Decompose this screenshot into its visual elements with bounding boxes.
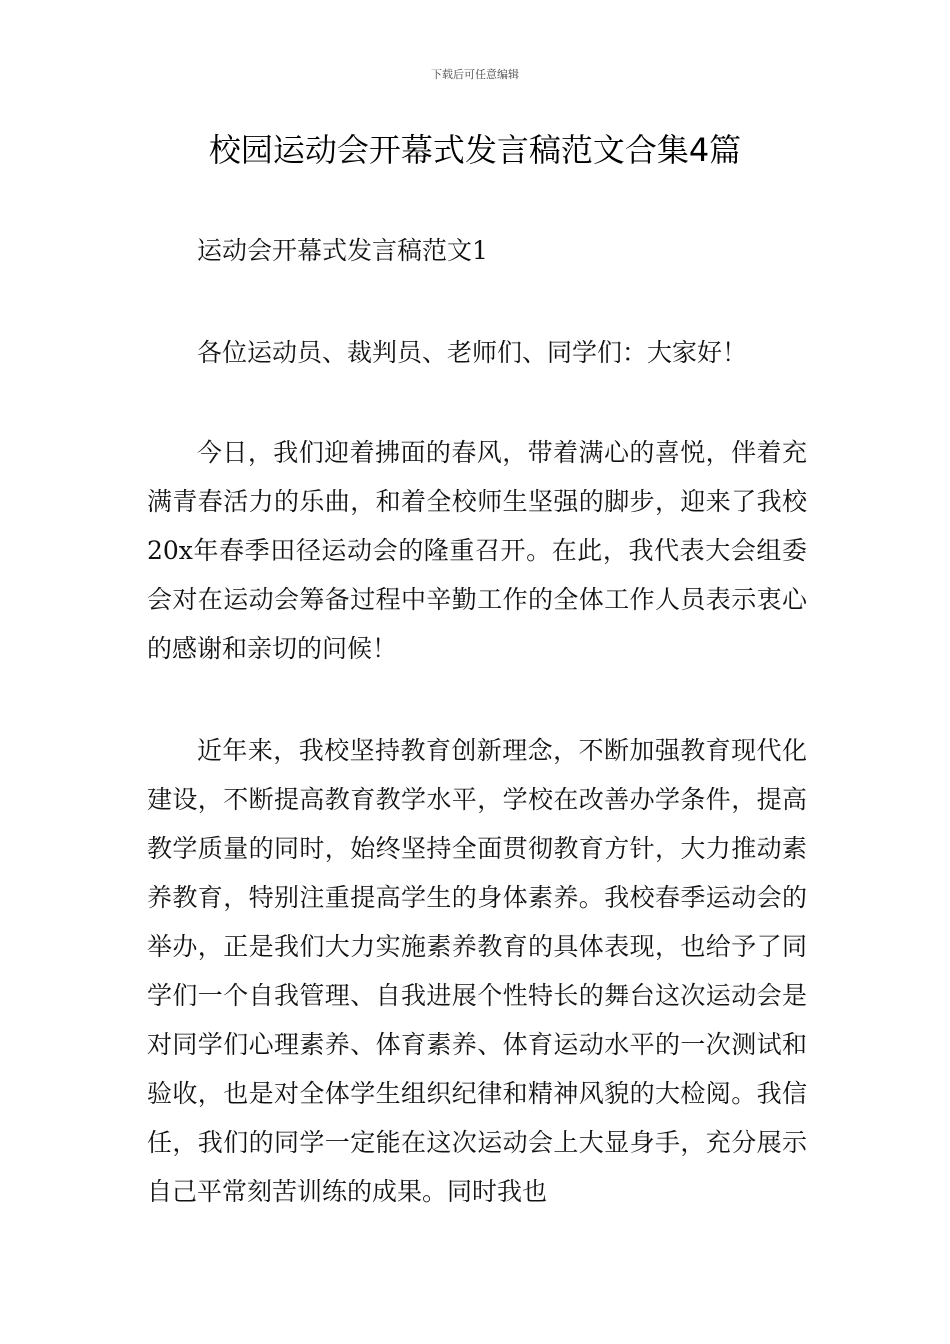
document-title: 校园运动会开幕式发言稿范文合集4篇 [208,131,742,169]
section-subtitle: 运动会开幕式发言稿范文1 [197,236,488,265]
header-note: 下载后可任意编辑 [431,68,519,81]
body-paragraph: 今日，我们迎着拂面的春风，带着满心的喜悦，伴着充满青春活力的乐曲，和着全校师生坚强的脚步，迎来了我校20x年春季田径运动会的隆重召开。在此，我代表大会组委会对在运动会筹备过程中辛勤工作的全体工作人员表示衷心的感谢和亲切的问候！ [147,438,807,663]
greeting-line: 各位运动员、裁判员、老师们、同学们：大家好！ [197,338,748,367]
body-paragraph: 近年来，我校坚持教育创新理念，不断加强教育现代化建设，不断提高教育教学水平，学校在改善办学条件，提高教学质量的同时，始终坚持全面贯彻教育方针，大力推动素养教育，特别注重提高学生的身体素养。我校春季运动会的举办，正是我们大力实施素养教育的具体表现，也给予了同学们一个自我管理、自我进展个性特长的舞台这次运动会是对同学们心理素养、体育素养、体育运动水平的一次测试和验收，也是对全体学生组织纪律和精神风貌的大检阅。我信任，我们的同学一定能在这次运动会上大显身手，充分展示自己平常刻苦训练的成果。同时我也 [147,736,807,1206]
